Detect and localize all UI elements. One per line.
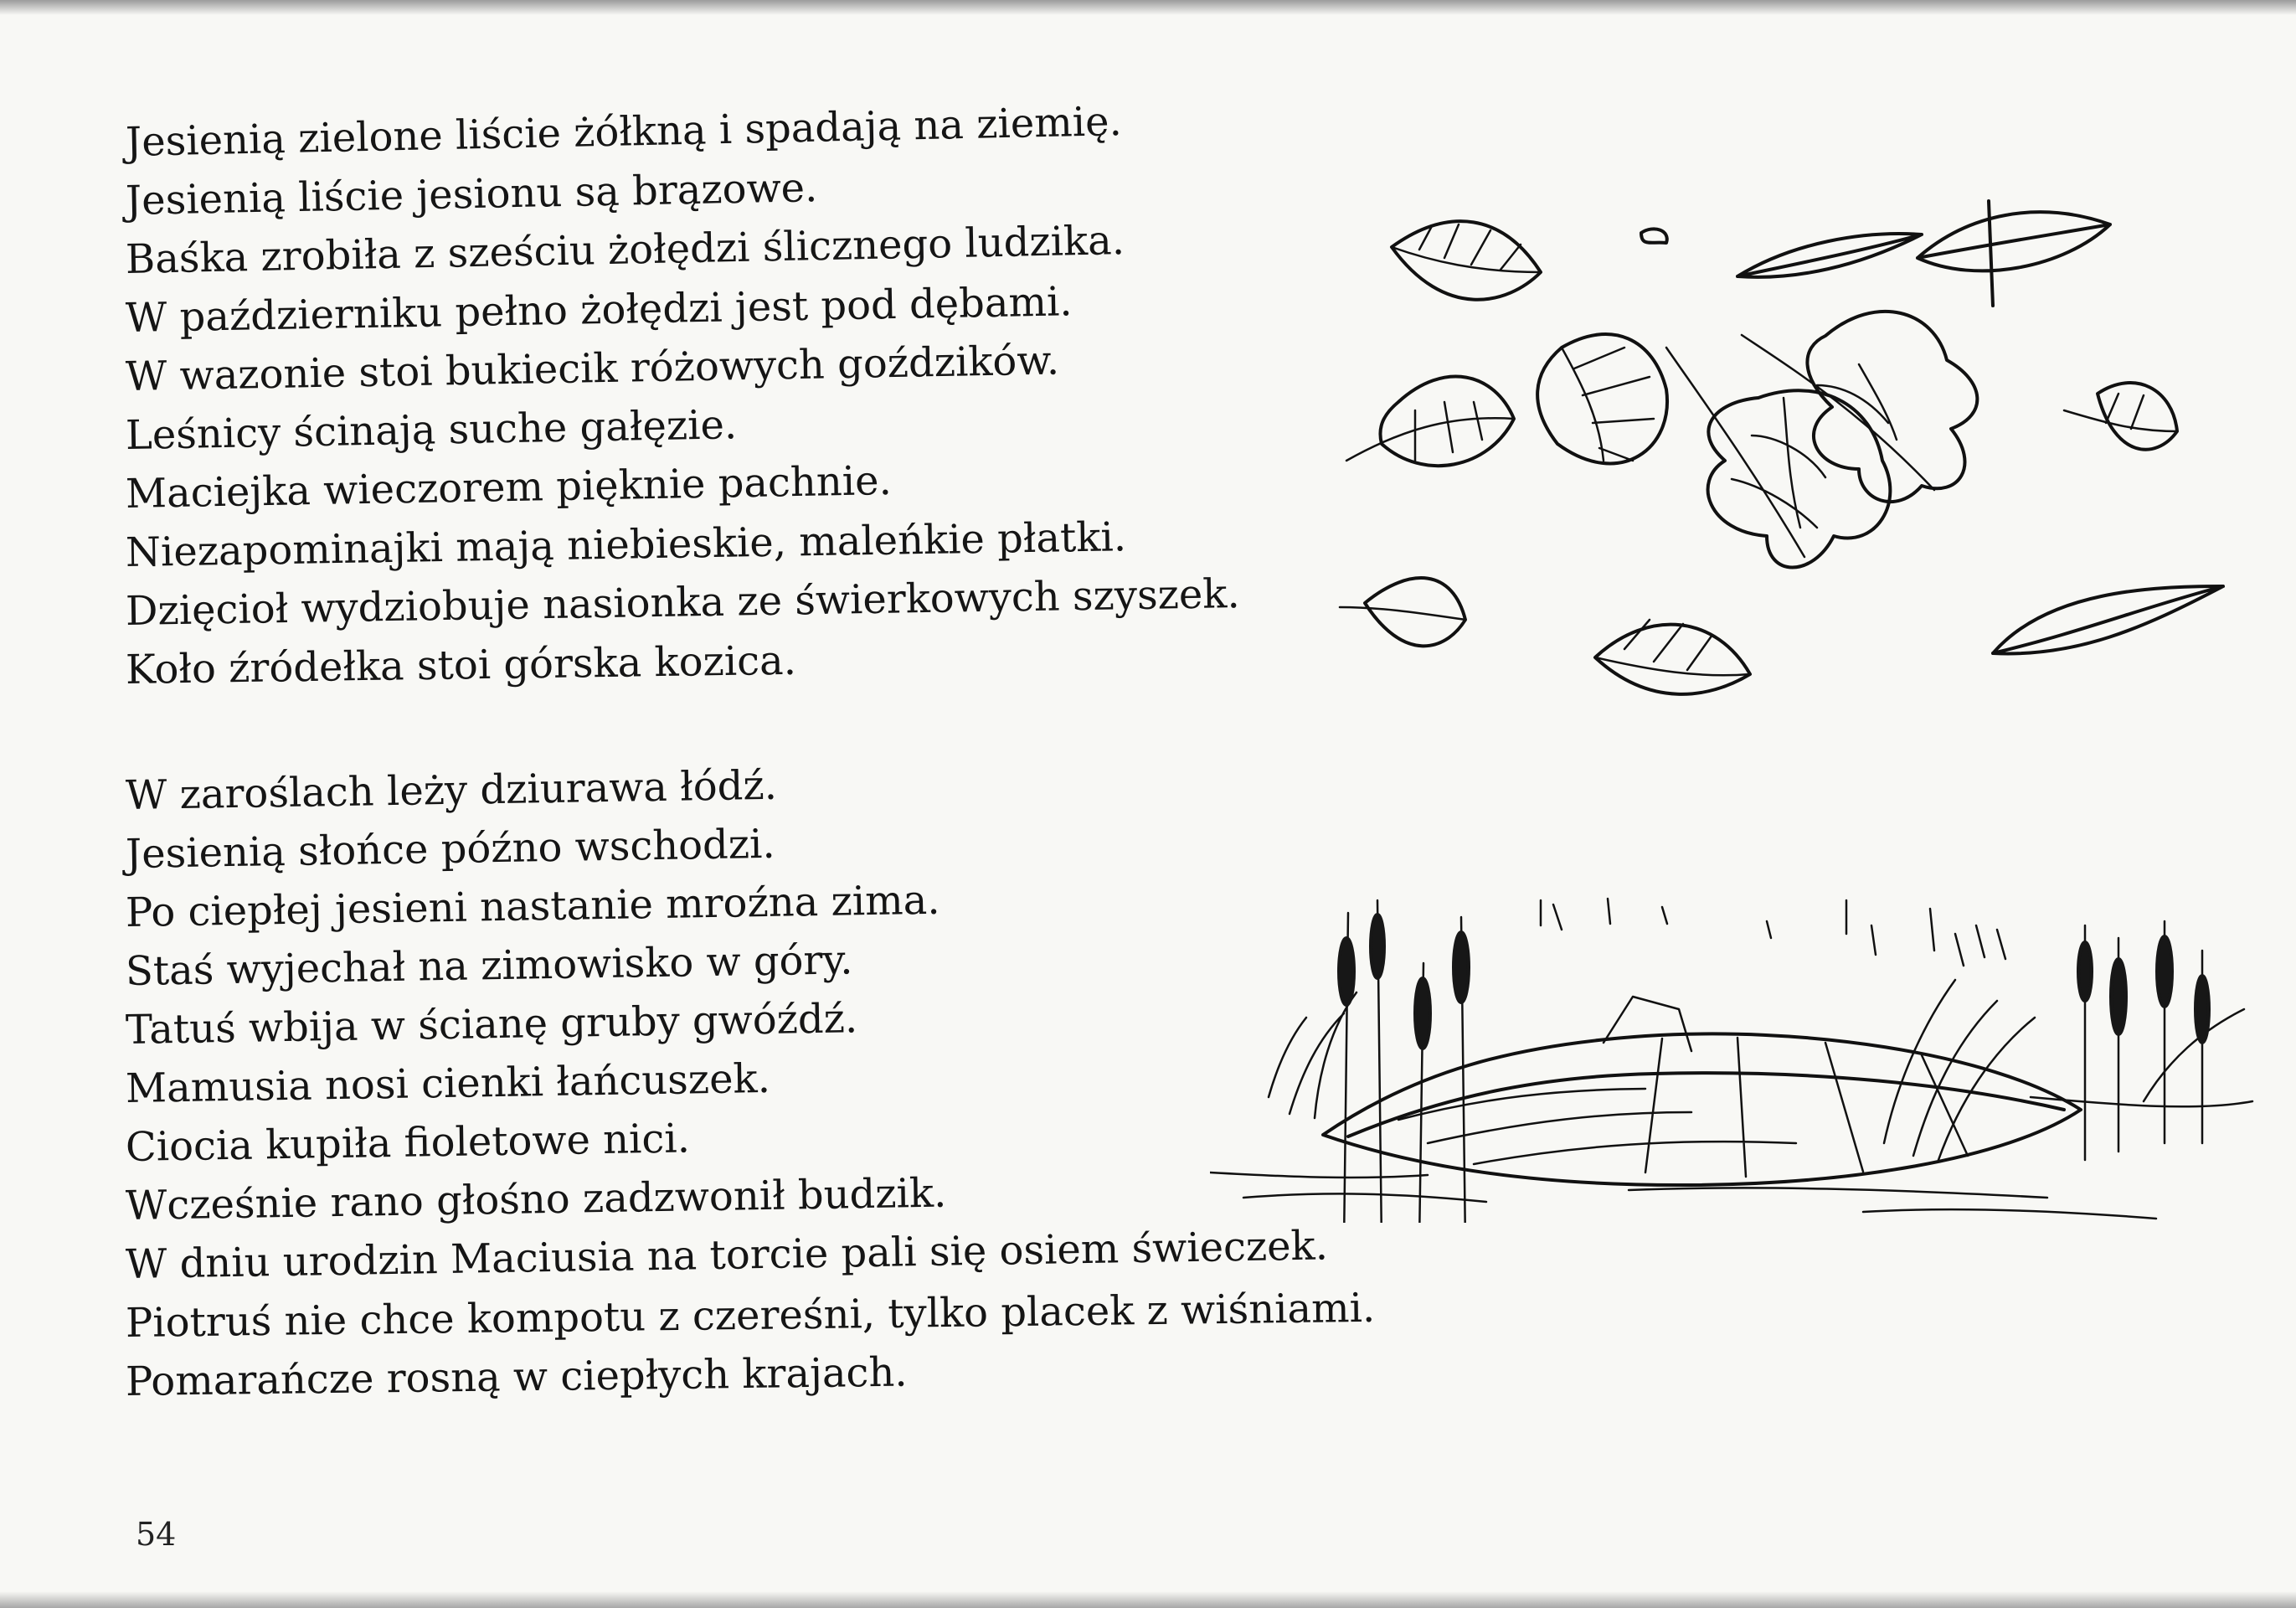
top-page-shadow (0, 0, 2296, 15)
text-line: Mamusia nosi cienki łańcuszek. (125, 1054, 771, 1112)
text-line: Po ciepłej jesieni nastanie mroźna zima. (125, 876, 940, 936)
boat-in-reeds-icon (1210, 892, 2257, 1223)
page-number: 54 (136, 1516, 177, 1553)
text-line: Leśnicy ścinają suche gałęzie. (125, 401, 738, 459)
text-line: Niezapominajki mają niebieskie, maleńkie płatki. (125, 513, 1127, 576)
text-line: Baśka zrobiła z sześciu żołędzi ślicznego ludzika. (125, 217, 1125, 283)
text-line: Ciocia kupiła fioletowe nici. (125, 1115, 691, 1171)
text-line: Staś wyjechał na zimowisko w góry. (125, 936, 853, 995)
text-line: W dniu urodzin Maciusia na torcie pali się osiem świeczek. (125, 1222, 1329, 1288)
text-line: Piotruś nie chce kompotu z czereśni, tylko placek z wiśniami. (125, 1284, 1376, 1347)
text-line: Pomarańcze rosną w ciepłych krajach. (125, 1348, 908, 1405)
text-line: Dzięcioł wydziobuje nasionka ze świerkowych szyszek. (125, 570, 1241, 635)
falling-leaves-icon (1273, 184, 2252, 737)
text-line: Jesienią słońce późno wschodzi. (125, 820, 776, 878)
text-line: Maciejka wieczorem pięknie pachnie. (125, 457, 893, 518)
text-line: Jesienią liście jesionu są brązowe. (125, 164, 818, 224)
text-line: Jesienią zielone liście żółkną i spadają na ziemię. (125, 98, 1123, 166)
text-line: Koło źródełka stoi górska kozica. (125, 636, 797, 693)
text-line: W październiku pełno żołędzi jest pod dębami. (125, 278, 1073, 342)
text-line: Tatuś wbija w ścianę gruby gwóźdź. (125, 995, 858, 1054)
text-line: W wazonie stoi bukiecik różowych goździków. (125, 337, 1060, 400)
text-line: Wcześnie rano głośno zadzwonił budzik. (125, 1169, 947, 1229)
text-line: W zaroślach leży dziurawa łódź. (125, 761, 778, 819)
bottom-page-shadow (0, 1591, 2296, 1608)
